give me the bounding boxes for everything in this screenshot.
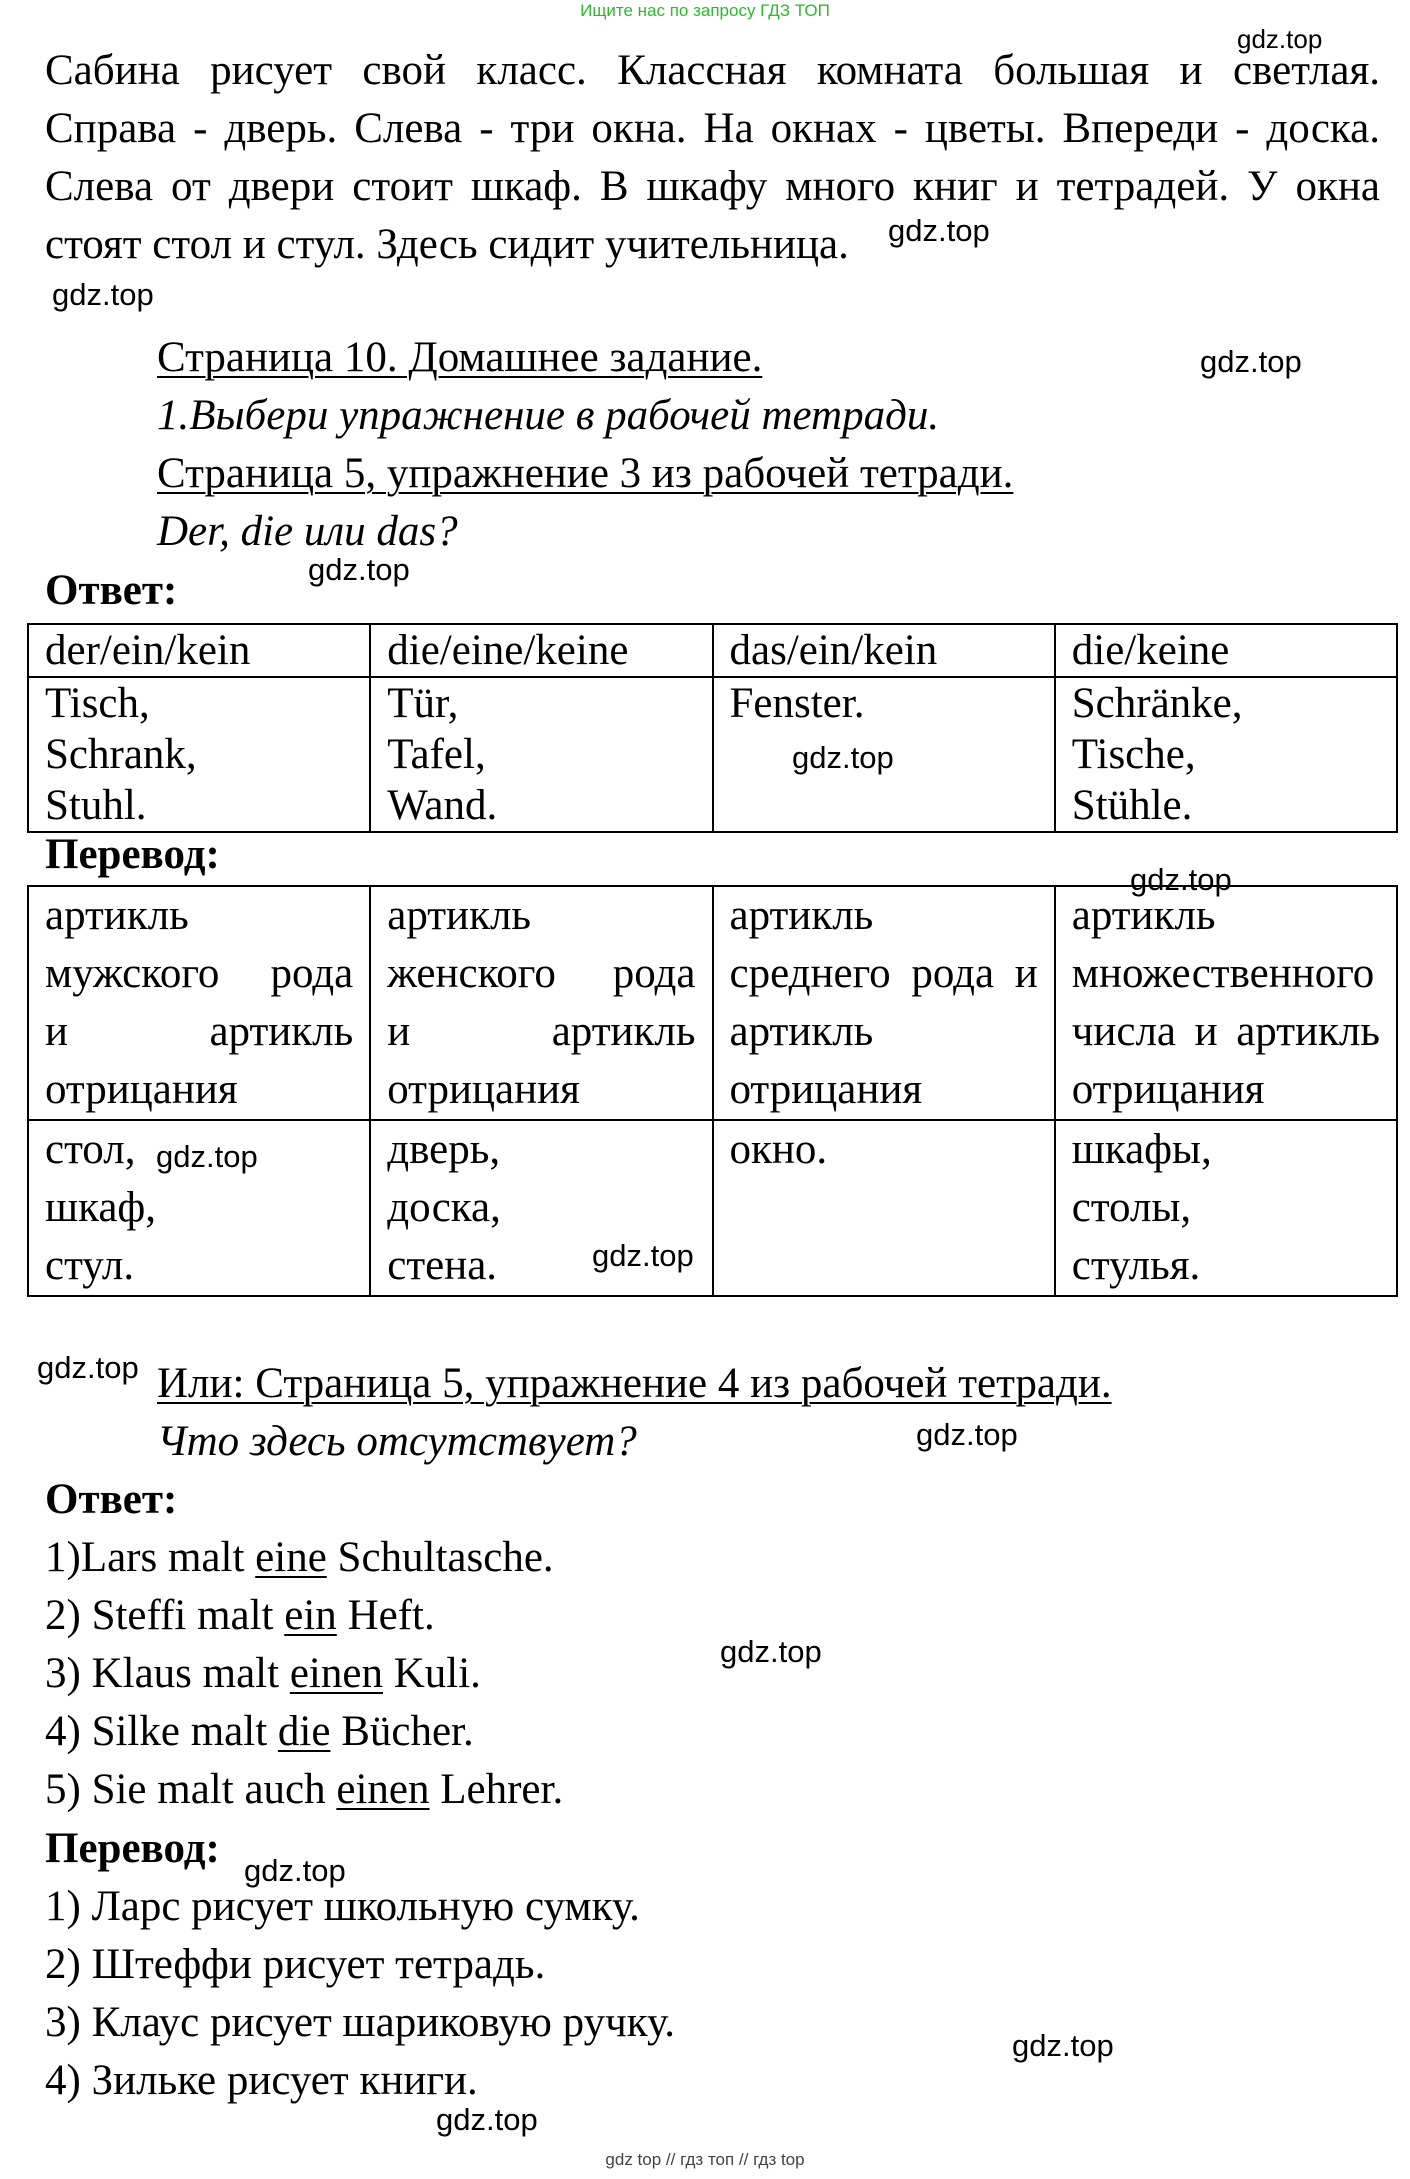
watermark: gdz.top <box>37 1350 139 1385</box>
watermark: gdz.top <box>916 1417 1018 1452</box>
cell-line: Wand. <box>387 782 498 829</box>
answer-text: 3) Klaus malt <box>45 1650 290 1697</box>
cell-line: женского рода <box>387 950 696 997</box>
table-header-cell: das/ein/kein <box>713 624 1055 677</box>
answer-label: Ответ: <box>45 567 178 614</box>
table-row <box>28 677 1397 832</box>
cell-line: артикль <box>729 1008 874 1055</box>
intro-line: Справа - дверь. Слева - три окна. На окнах - цветы. Впереди - доска. <box>45 105 1380 152</box>
translation-line: 4) Зильке рисует книги. <box>45 2057 478 2104</box>
answer-line <box>45 1765 563 1815</box>
watermark: gdz.top <box>244 1853 346 1888</box>
exercise-question-2: Что здесь отсутствует? <box>157 1418 637 1465</box>
cell-line: отрицания <box>45 1066 238 1113</box>
cell-line: отрицания <box>387 1066 580 1113</box>
watermark: gdz.top <box>1130 862 1232 897</box>
cell-line: доска, <box>387 1184 501 1231</box>
site-banner[interactable]: Ищите нас по запросу ГДЗ ТОП <box>580 1 830 20</box>
answer-article: ein <box>284 1592 337 1639</box>
answer-article: die <box>277 1708 331 1755</box>
answer-text: 5) Sie malt auch <box>45 1766 337 1813</box>
answer-text: Kuli. <box>382 1650 481 1697</box>
cell-line: Schrank, <box>45 731 197 778</box>
exercise-question: Der, die или das? <box>157 508 458 555</box>
answer-text: 1)Lars malt <box>45 1534 256 1581</box>
watermark: gdz.top <box>308 552 410 587</box>
translation-line: 1) Ларс рисует школьную сумку. <box>45 1883 640 1930</box>
watermark: gdz.top <box>52 277 154 312</box>
cell-line: Tür, <box>387 680 459 727</box>
cell-line: среднего рода и <box>729 950 1038 997</box>
watermark: gdz.top <box>720 1634 822 1669</box>
answer-text: Lehrer. <box>429 1766 564 1813</box>
intro-line: Сабина рисует свой класс. Классная комната большая и светлая. <box>45 47 1380 94</box>
answer-text: Bücher. <box>330 1708 474 1755</box>
answer-line <box>45 1707 474 1757</box>
table-header-cell <box>713 886 1055 1120</box>
watermark: gdz.top <box>436 2102 538 2137</box>
cell-line: Tisch, <box>45 680 150 727</box>
cell-line: числа и артикль <box>1071 1008 1380 1055</box>
cell-line: шкафы, <box>1071 1126 1212 1173</box>
cell-line: и артикль <box>387 1008 696 1055</box>
watermark: gdz.top <box>792 740 894 775</box>
table-header-cell <box>1055 886 1397 1120</box>
exercise-heading-2: Или: Страница 5, упражнение 4 из рабочей тетради. <box>157 1360 1112 1407</box>
table-header-cell: der/ein/kein <box>28 624 370 677</box>
footer: gdz top // гдз топ // гдз top <box>605 2150 805 2169</box>
table-header-cell: die/eine/keine <box>370 624 712 677</box>
table-header-cell: die/keine <box>1055 624 1397 677</box>
watermark: gdz.top <box>592 1238 694 1273</box>
answer-line <box>45 1649 481 1699</box>
cell-line: артикль <box>45 892 189 939</box>
answer-text: Schultasche. <box>326 1534 554 1581</box>
cell-line: Schränke, <box>1071 680 1243 727</box>
answer-line <box>45 1533 554 1583</box>
answer-text: 2) Steffi malt <box>45 1592 285 1639</box>
cell-line: мужского рода <box>45 950 354 997</box>
cell-line: стулья. <box>1071 1242 1201 1289</box>
cell-line: дверь, <box>387 1126 501 1173</box>
answer-label-2: Ответ: <box>45 1476 178 1523</box>
section-heading: Страница 10. Домашнее задание. <box>157 334 763 381</box>
cell-line: артикль <box>729 892 874 939</box>
cell-line: Fenster. <box>729 680 865 727</box>
answer-text: 4) Silke malt <box>45 1708 278 1755</box>
cell-line: столы, <box>1071 1184 1192 1231</box>
table-cell <box>1055 1120 1397 1296</box>
cell-line: стул. <box>45 1242 135 1289</box>
answer-text: Heft. <box>336 1592 435 1639</box>
watermark: gdz.top <box>888 213 990 248</box>
cell-line: Tafel, <box>387 731 486 778</box>
answer-table <box>27 623 1398 833</box>
answer-article: einen <box>289 1650 383 1697</box>
cell-line: Stühle. <box>1071 782 1193 829</box>
translation-label: Перевод: <box>45 831 220 878</box>
translation-line: 2) Штеффи рисует тетрадь. <box>45 1941 546 1988</box>
task-text: 1.Выбери упражнение в рабочей тетради. <box>157 392 940 439</box>
table-cell <box>713 1120 1055 1296</box>
intro-paragraph <box>45 42 1380 274</box>
translation-table <box>27 885 1398 1297</box>
watermark: gdz.top <box>1237 24 1323 54</box>
exercise-heading: Страница 5, упражнение 3 из рабочей тетради. <box>157 450 1014 497</box>
table-cell <box>1055 677 1397 832</box>
table-header-row <box>28 624 1397 677</box>
cell-line: отрицания <box>729 1066 923 1113</box>
translation-line: 3) Клаус рисует шариковую ручку. <box>45 1999 675 2046</box>
table-header-cell <box>370 886 712 1120</box>
answer-article: einen <box>336 1766 430 1813</box>
table-header-cell <box>28 886 370 1120</box>
cell-line: отрицания <box>1071 1066 1265 1113</box>
answer-line <box>45 1591 435 1641</box>
answer-article: eine <box>255 1534 327 1581</box>
cell-line: шкаф, <box>45 1184 157 1231</box>
cell-line: артикль <box>1071 892 1216 939</box>
translation-label-2: Перевод: <box>45 1825 220 1872</box>
intro-line: Слева от двери стоит шкаф. В шкафу много книг и тетрадей. У окна <box>45 163 1380 210</box>
cell-line: артикль <box>387 892 532 939</box>
table-cell <box>28 677 370 832</box>
cell-line: множественного <box>1071 950 1375 997</box>
watermark: gdz.top <box>1200 344 1302 379</box>
cell-line: Tische, <box>1071 731 1196 778</box>
watermark: gdz.top <box>1012 2028 1114 2063</box>
table-cell <box>370 677 712 832</box>
cell-line: окно. <box>729 1126 828 1173</box>
intro-line: стоят стол и стул. Здесь сидит учительница. <box>45 221 849 268</box>
cell-line: Stuhl. <box>45 782 147 829</box>
cell-line: и артикль <box>45 1008 354 1055</box>
cell-line: стена. <box>387 1242 498 1289</box>
watermark: gdz.top <box>156 1139 258 1174</box>
cell-line: стол, <box>45 1126 136 1173</box>
table-header-row <box>28 886 1397 1120</box>
